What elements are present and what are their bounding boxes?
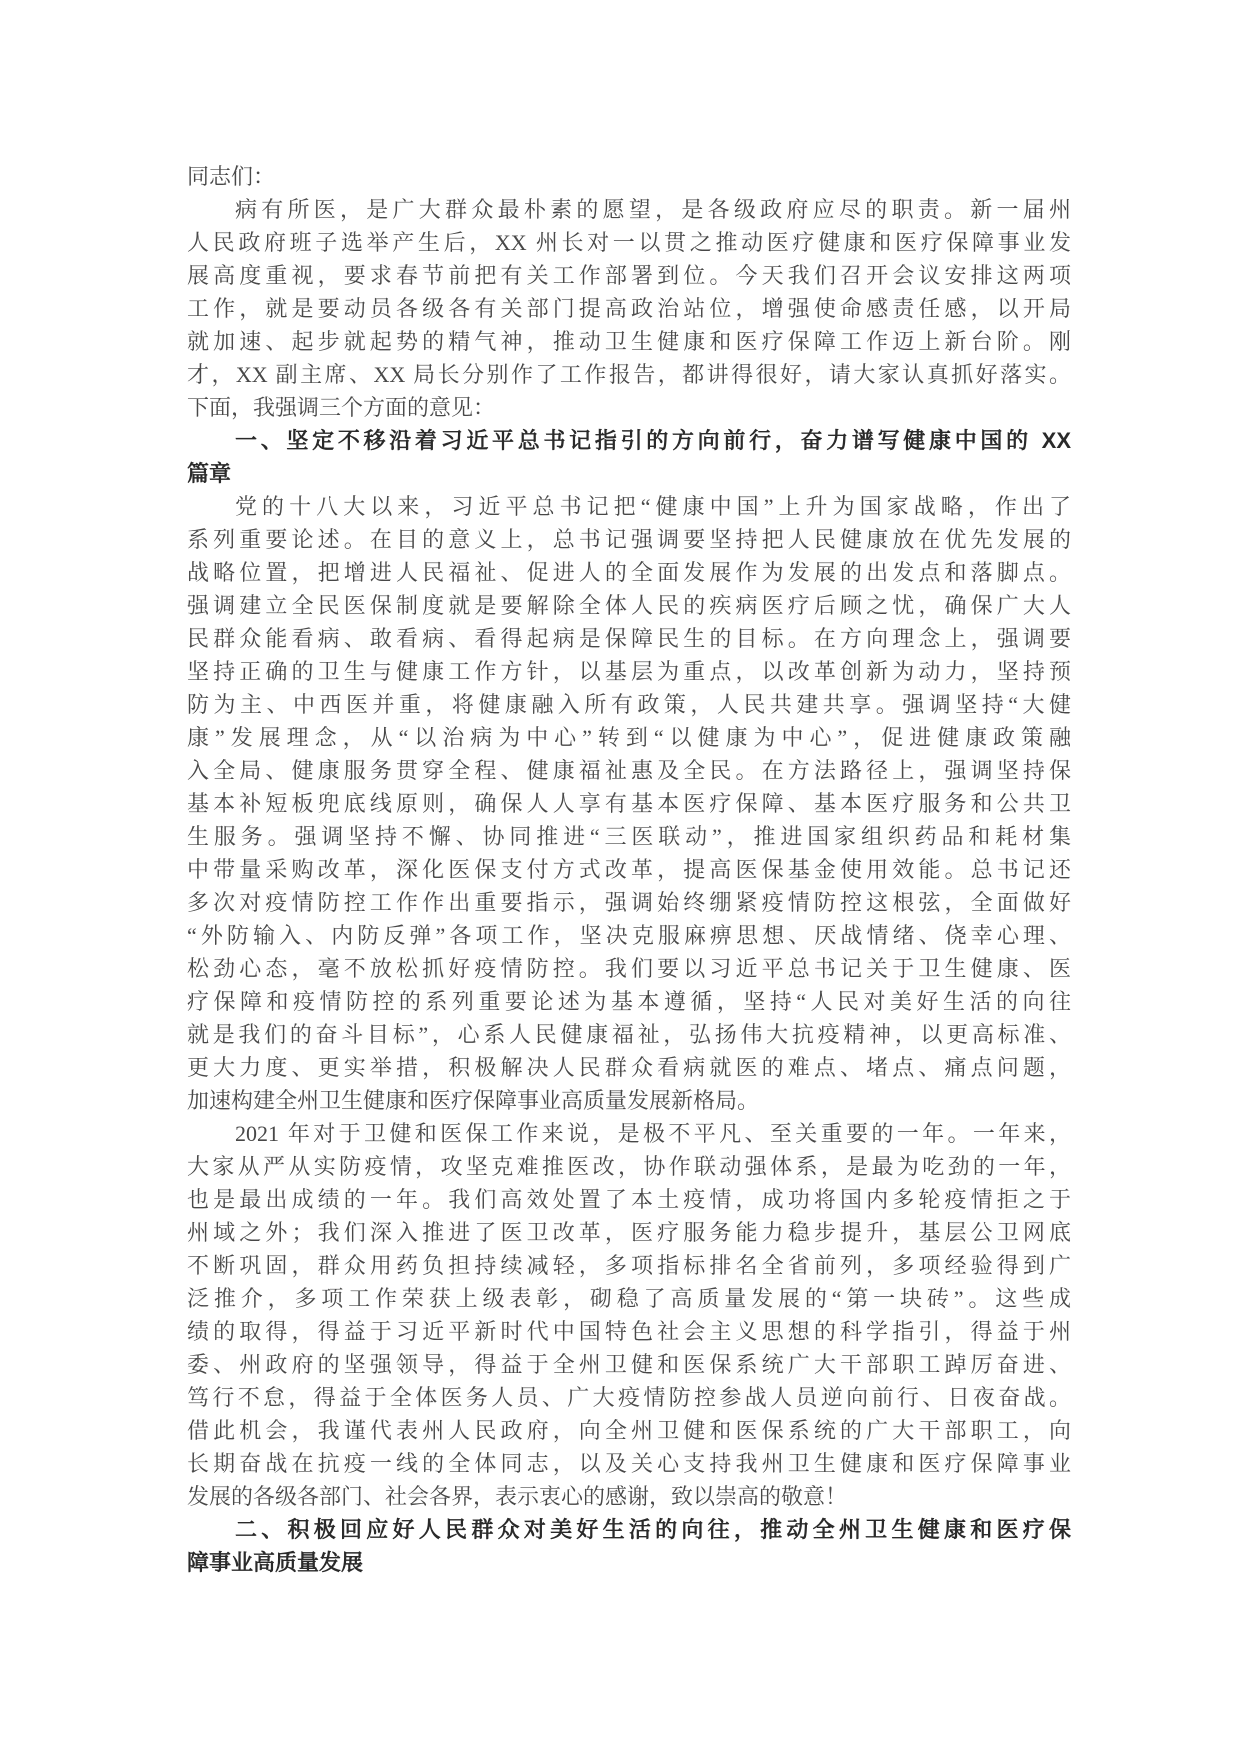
text-line: 战略位置，把增进人民福祉、促进人的全面发展作为发展的出发点和落脚点。 bbox=[187, 560, 1071, 585]
text-line: 绩的取得，得益于习近平新时代中国特色社会主义思想的科学指引，得益于州 bbox=[187, 1319, 1071, 1344]
text-line: 长期奋战在抗疫一线的全体同志，以及关心支持我州卫生健康和医疗保障事业 bbox=[187, 1451, 1071, 1476]
text-line: 生服务。强调坚持不懈、协同推进“三医联动”，推进国家组织药品和耗材集 bbox=[187, 824, 1071, 849]
text-line: 展高度重视，要求春节前把有关工作部署到位。今天我们召开会议安排这两项 bbox=[187, 263, 1071, 288]
text-line: “外防输入、内防反弹”各项工作，坚决克服麻痹思想、厌战情绪、侥幸心理、 bbox=[187, 923, 1071, 948]
text-line: 借此机会，我谨代表州人民政府，向全州卫健和医保系统的广大干部职工，向 bbox=[187, 1418, 1071, 1443]
text-line: 多次对疫情防控工作作出重要指示，强调始终绷紧疫情防控这根弦，全面做好 bbox=[187, 890, 1071, 915]
text-line: 也是最出成绩的一年。我们高效处置了本土疫情，成功将国内多轮疫情拒之于 bbox=[187, 1187, 1071, 1212]
text-line: 下面，我强调三个方面的意见： bbox=[187, 395, 496, 420]
text-line: 康”发展理念，从“以治病为中心”转到“以健康为中心”，促进健康政策融 bbox=[187, 725, 1071, 750]
text-line: 工作，就是要动员各级各有关部门提高政治站位，增强使命感责任感，以开局 bbox=[187, 296, 1071, 321]
text-line: 党的十八大以来，习近平总书记把“健康中国”上升为国家战略，作出了 bbox=[235, 494, 1071, 519]
text-line: 松劲心态，毫不放松抓好疫情防控。我们要以习近平总书记关于卫生健康、医 bbox=[187, 956, 1071, 981]
text-line: 就加速、起步就起势的精气神，推动卫生健康和医疗保障工作迈上新台阶。刚 bbox=[187, 329, 1071, 354]
text-line: 强调建立全民医保制度就是要解除全体人民的疾病医疗后顾之忧，确保广大人 bbox=[187, 593, 1071, 618]
paragraph bbox=[187, 160, 1071, 193]
text-line: 障事业高质量发展 bbox=[187, 1550, 364, 1575]
section-heading bbox=[187, 1513, 1071, 1579]
paragraph bbox=[187, 1117, 1071, 1513]
text-line: 防为主、中西医并重，将健康融入所有政策，人民共建共享。强调坚持“大健 bbox=[187, 692, 1071, 717]
section-heading bbox=[187, 424, 1071, 490]
text-line: 民群众能看病、敢看病、看得起病是保障民生的目标。在方向理念上，强调要 bbox=[187, 626, 1071, 651]
text-line: 一、坚定不移沿着习近平总书记指引的方向前行，奋力谱写健康中国的 XX bbox=[235, 428, 1071, 453]
paragraph bbox=[187, 490, 1071, 1117]
text-line: 委、州政府的坚强领导，得益于全州卫健和医保系统广大干部职工踔厉奋进、 bbox=[187, 1352, 1071, 1377]
text-line: 篇章 bbox=[187, 461, 232, 486]
text-line: 二、积极回应好人民群众对美好生活的向往，推动全州卫生健康和医疗保 bbox=[235, 1517, 1071, 1542]
text-line: 不断巩固，群众用药负担持续减轻，多项指标排名全省前列，多项经验得到广 bbox=[187, 1253, 1071, 1278]
text-line: 同志们： bbox=[187, 164, 276, 189]
document-body bbox=[187, 160, 1071, 1579]
text-line: 坚持正确的卫生与健康工作方针，以基层为重点，以改革创新为动力，坚持预 bbox=[187, 659, 1071, 684]
text-line: 泛推介，多项工作荣获上级表彰，砌稳了高质量发展的“第一块砖”。这些成 bbox=[187, 1286, 1071, 1311]
text-line: 大家从严从实防疫情，攻坚克难推医改，协作联动强体系，是最为吃劲的一年， bbox=[187, 1154, 1071, 1179]
text-line: 病有所医，是广大群众最朴素的愿望，是各级政府应尽的职责。新一届州 bbox=[235, 197, 1071, 222]
text-line: 系列重要论述。在目的意义上，总书记强调要坚持把人民健康放在优先发展的 bbox=[187, 527, 1071, 552]
text-line: 就是我们的奋斗目标”，心系人民健康福祉，弘扬伟大抗疫精神，以更高标准、 bbox=[187, 1022, 1071, 1047]
text-line: 2021 年对于卫健和医保工作来说，是极不平凡、至关重要的一年。一年来， bbox=[235, 1121, 1071, 1146]
text-line: 更大力度、更实举措，积极解决人民群众看病就医的难点、堵点、痛点问题， bbox=[187, 1055, 1071, 1080]
text-line: 疗保障和疫情防控的系列重要论述为基本遵循，坚持“人民对美好生活的向往 bbox=[187, 989, 1071, 1014]
text-line: 中带量采购改革，深化医保支付方式改革，提高医保基金使用效能。总书记还 bbox=[187, 857, 1071, 882]
text-line: 笃行不怠，得益于全体医务人员、广大疫情防控参战人员逆向前行、日夜奋战。 bbox=[187, 1385, 1071, 1410]
text-line: 入全局、健康服务贯穿全程、健康福祉惠及全民。在方法路径上，强调坚持保 bbox=[187, 758, 1071, 783]
text-line: 州域之外；我们深入推进了医卫改革，医疗服务能力稳步提升，基层公卫网底 bbox=[187, 1220, 1071, 1245]
text-line: 发展的各级各部门、社会各界，表示衷心的感谢，致以崇高的敬意！ bbox=[187, 1484, 848, 1509]
text-line: 才，XX 副主席、XX 局长分别作了工作报告，都讲得很好，请大家认真抓好落实。 bbox=[187, 362, 1071, 387]
text-line: 基本补短板兜底线原则，确保人人享有基本医疗保障、基本医疗服务和公共卫 bbox=[187, 791, 1071, 816]
text-line: 加速构建全州卫生健康和医疗保障事业高质量发展新格局。 bbox=[187, 1088, 760, 1113]
paragraph bbox=[187, 193, 1071, 424]
text-line: 人民政府班子选举产生后，XX 州长对一以贯之推动医疗健康和医疗保障事业发 bbox=[187, 230, 1071, 255]
